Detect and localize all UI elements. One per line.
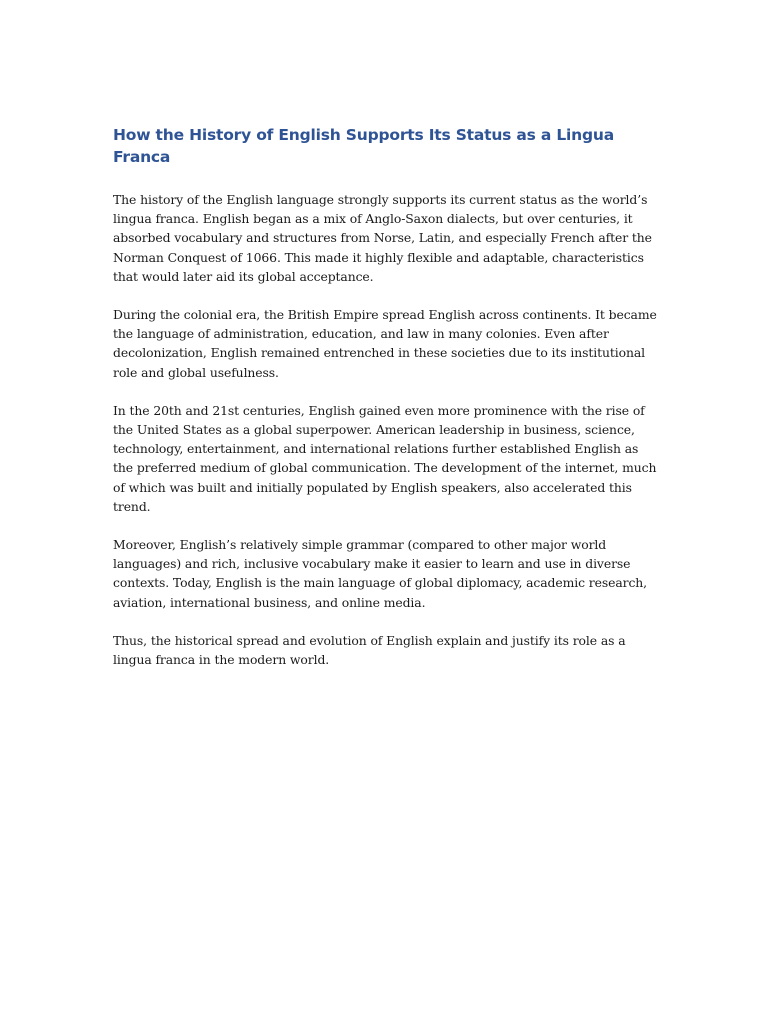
paragraph-grammar-vocabulary: Moreover, English’s relatively simple grammar (compared to other major world languages) and rich, inclusive vocabulary make it easier to learn and use in diverse contexts. Today, English is the main language of global diplomacy, academic research, aviation, international business, and online media. — [113, 537, 648, 610]
paragraph-intro: The history of the English language strongly supports its current status as the world’s lingua franca. English began as a mix of Anglo-Saxon dialects, but over centuries, it absorbed vocabulary and structures from Norse, Latin, and especially French after the Norman Conquest of 1066. This made it highly flexible and adaptable, characteristics that would later aid its global acceptance. — [113, 192, 652, 284]
paragraph-modern-era: In the 20th and 21st centuries, English gained even more prominence with the rise of the United States as a global superpower. American leadership in business, science, technology, entertainment, and international relations further established English as the preferred medium of global communication. The development of the internet, much of which was built and initially populated by English speakers, also accelerated this trend. — [113, 402, 657, 514]
document-title: How the History of English Supports Its Status as a Lingua Franca — [113, 126, 614, 166]
paragraph-colonial-era: During the colonial era, the British Empire spread English across continents. It became the language of administration, education, and law in many colonies. Even after decolonization, English remained entrenched in these societies due to its institutional role and global usefulness. — [113, 307, 657, 380]
paragraph-conclusion: Thus, the historical spread and evolution of English explain and justify its role as a lingua franca in the modern world. — [113, 632, 626, 668]
